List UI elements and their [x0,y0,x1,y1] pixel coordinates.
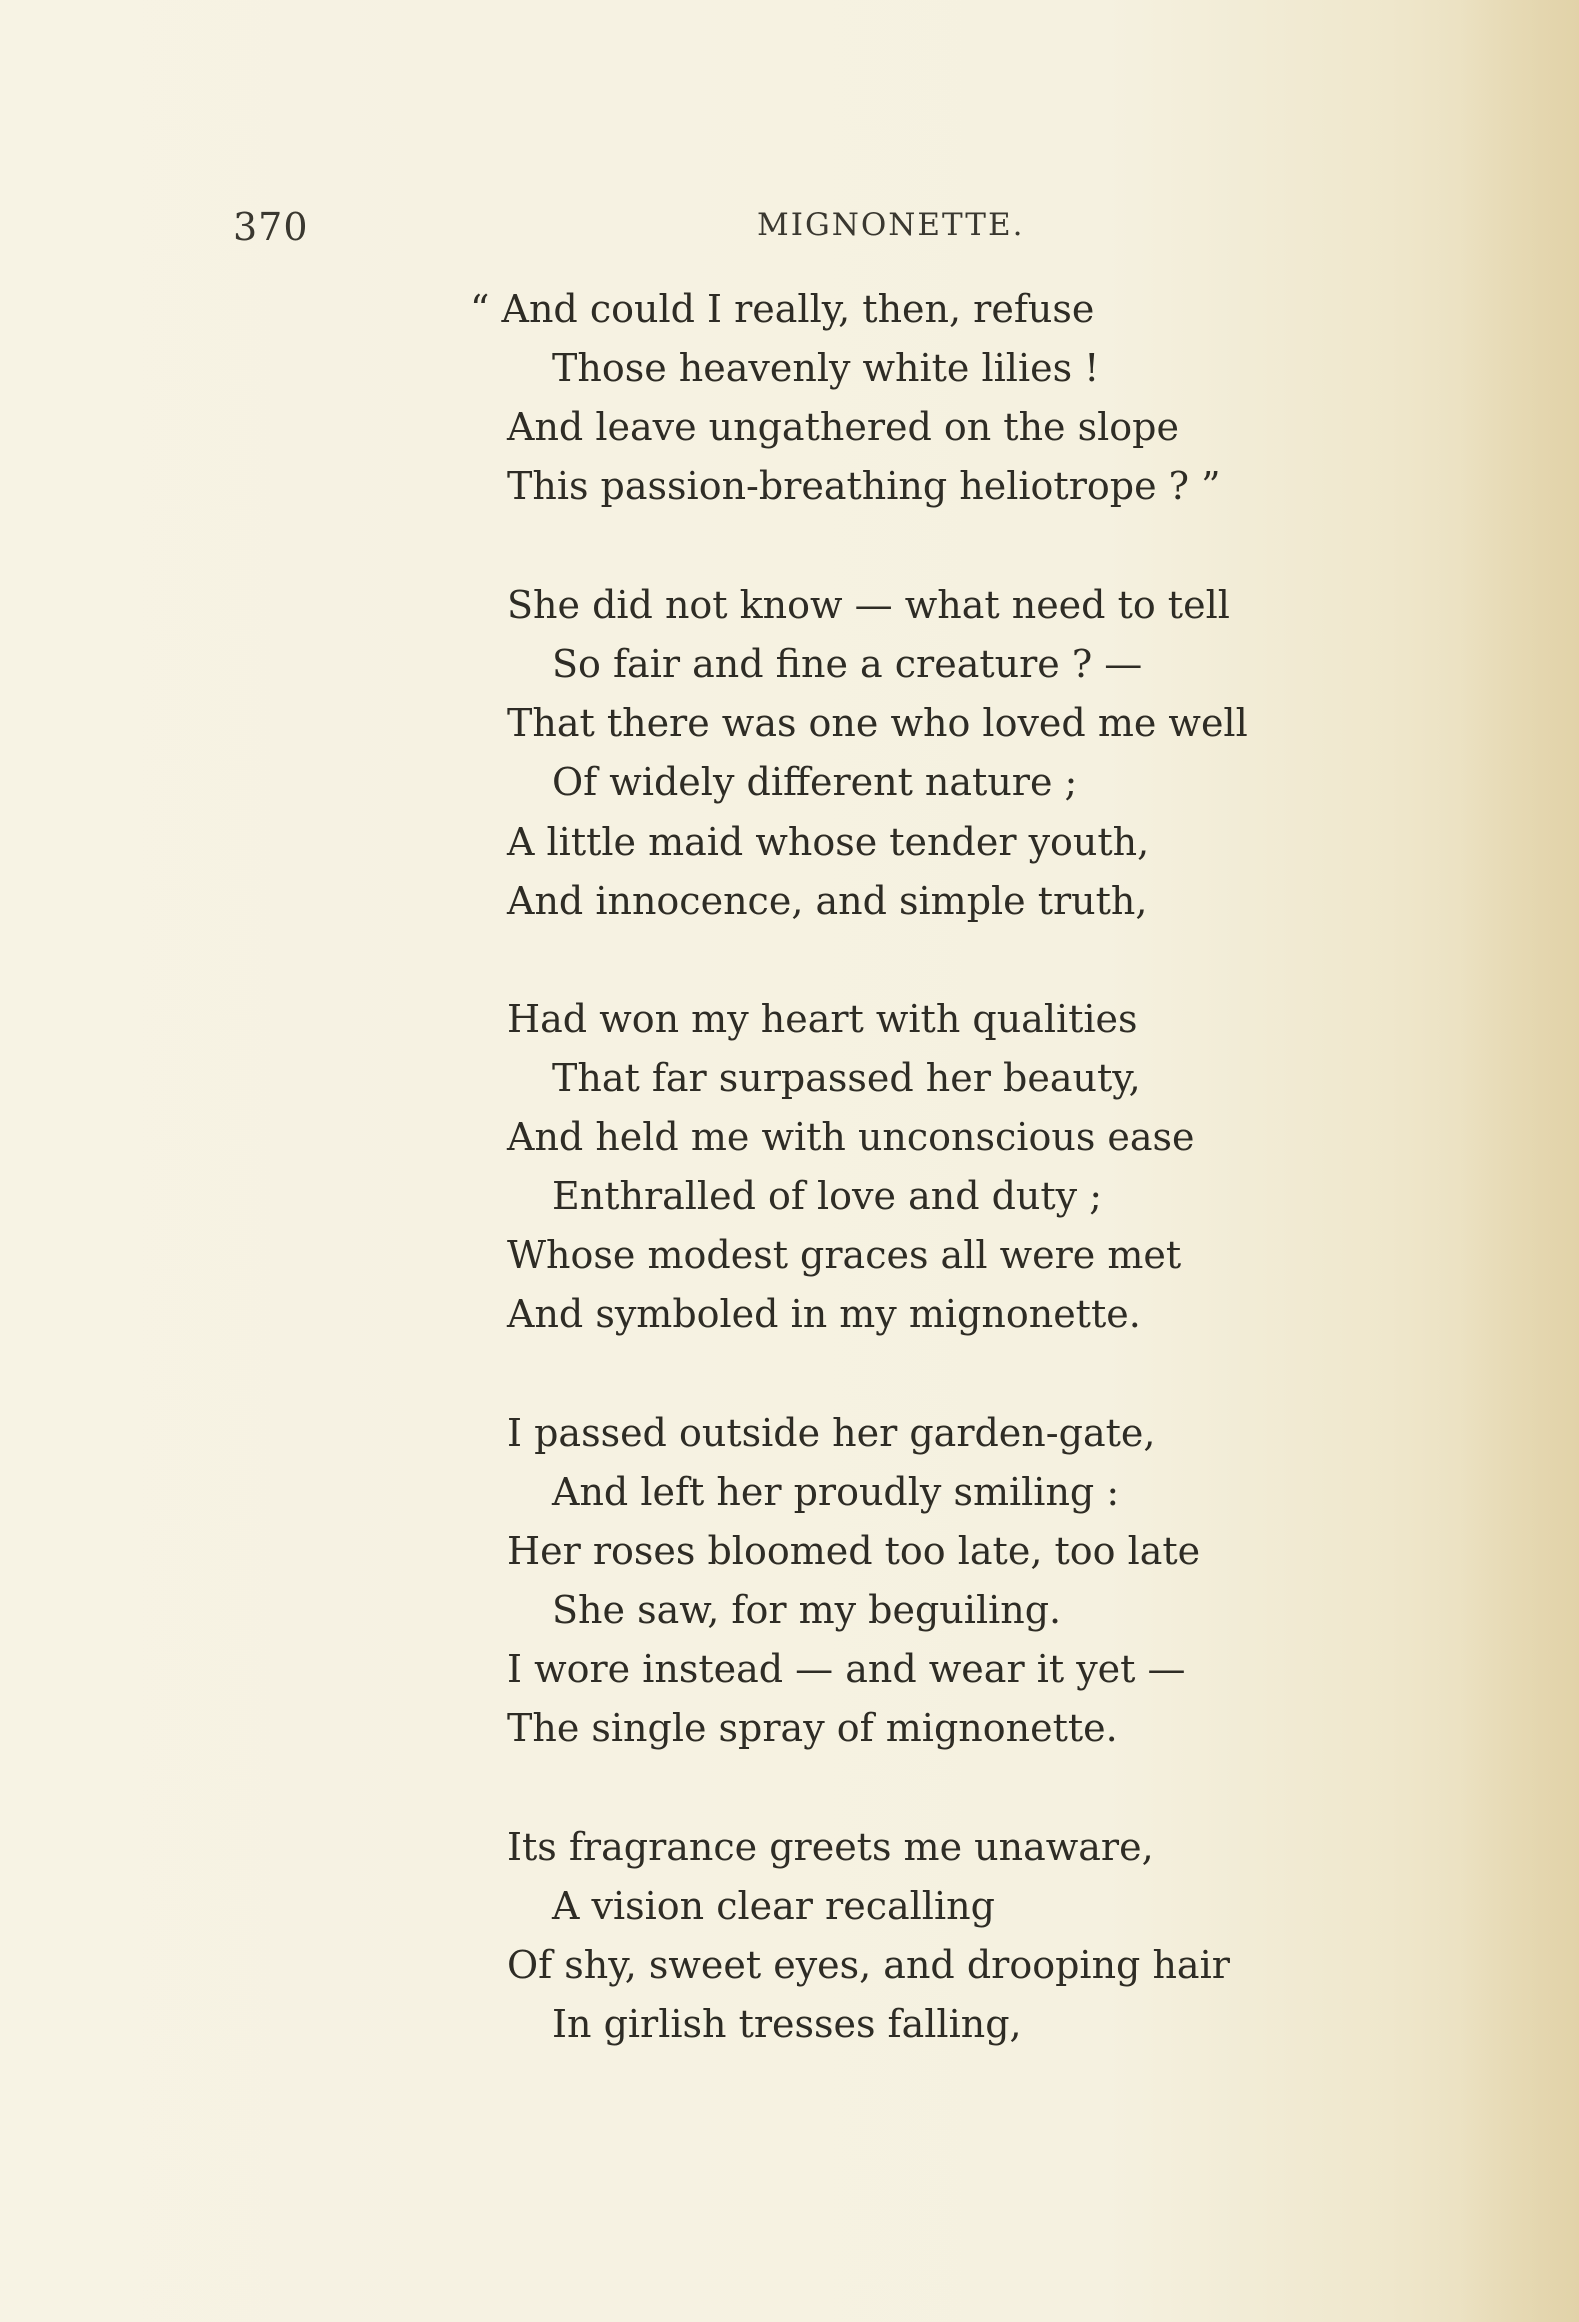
poem-line: Enthralled of love and duty ; [552,1174,1103,1218]
poem-line: I passed outside her garden-gate, [507,1411,1156,1455]
poem-line: And innocence, and simple truth, [507,879,1148,923]
poem-line: She saw, for my beguiling. [552,1588,1062,1632]
page-number: 370 [233,205,309,249]
poem-line: In girlish tresses falling, [552,2002,1022,2046]
page-header [0,205,1579,255]
running-title: MIGNONETTE. [757,207,1025,243]
poem-line: Whose modest graces all were met [507,1233,1182,1277]
poem-line: A vision clear recalling [552,1884,995,1928]
poem-line: This passion-breathing heliotrope ? ” [507,464,1221,508]
poem-line: “ And could I really, then, refuse [470,287,1095,331]
poem-line: Of widely different nature ; [552,760,1078,804]
poem-line: Those heavenly white lilies ! [552,346,1100,390]
poem-line: Had won my heart with qualities [507,997,1138,1041]
poem-line: She did not know — what need to tell [507,583,1230,627]
poem-line: Her roses bloomed too late, too late [507,1529,1201,1573]
poem-line: And symboled in my mignonette. [507,1292,1141,1336]
poem-line: So fair and fine a creature ? — [552,642,1143,686]
poem-line: And leave ungathered on the slope [507,405,1179,449]
poem-line: Of shy, sweet eyes, and drooping hair [507,1943,1230,1987]
poem-line: I wore instead — and wear it yet — [507,1647,1186,1691]
poem-line: That there was one who loved me well [507,701,1248,745]
poem-line: And held me with unconscious ease [507,1115,1195,1159]
poem-line: The single spray of mignonette. [507,1706,1118,1750]
poem-line: A little maid whose tender youth, [507,820,1150,864]
page-edge-shading [1459,0,1579,2322]
poem-line: Its fragrance greets me unaware, [507,1825,1154,1869]
poem-line: And left her proudly smiling : [552,1470,1120,1514]
poem-line: That far surpassed her beauty, [552,1056,1141,1100]
